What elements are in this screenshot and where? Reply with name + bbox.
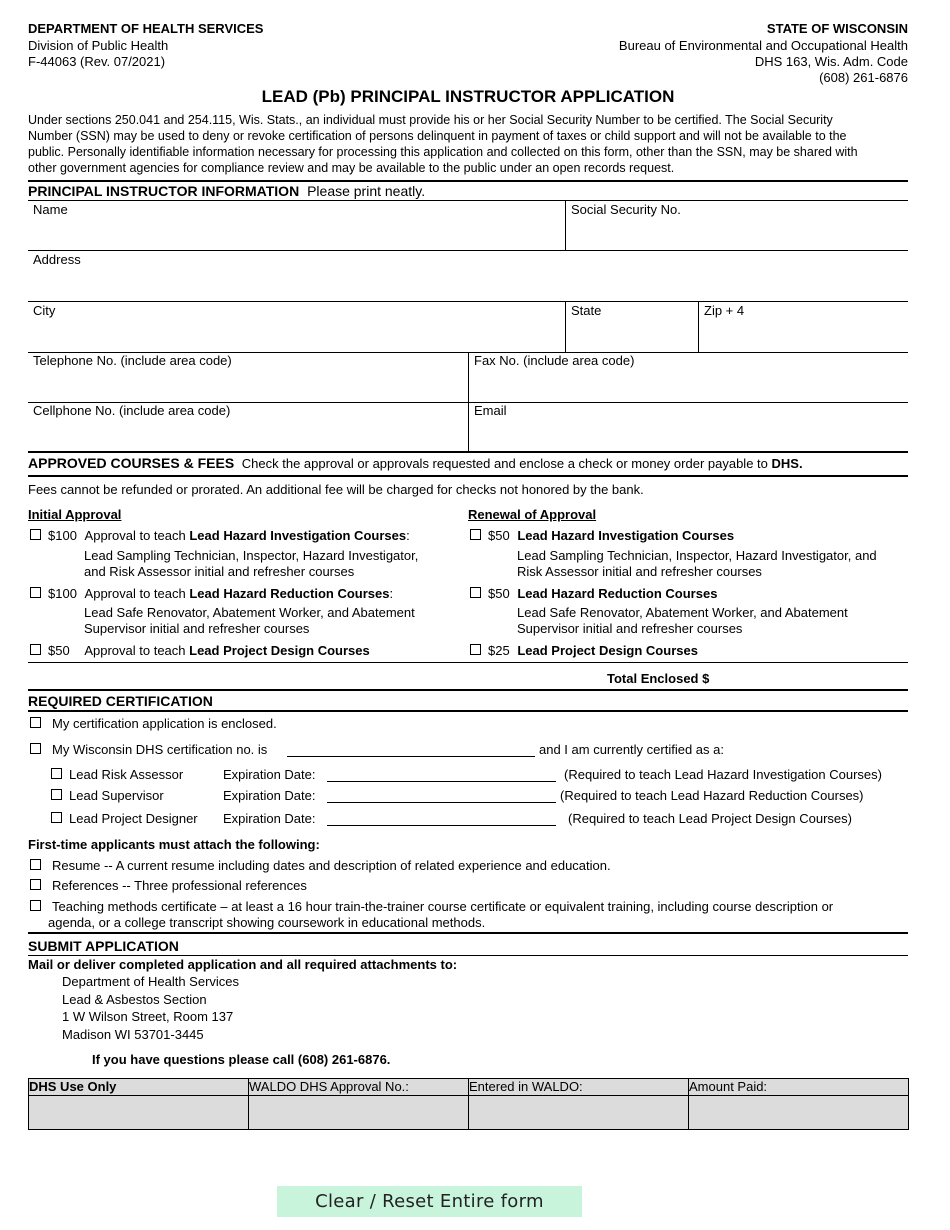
fax-field[interactable] [469,369,908,401]
project-designer-requirement: (Required to teach Lead Project Design Courses) [568,811,852,826]
zip-field[interactable] [699,319,908,351]
teaching-certificate-label-cont: agenda, or a college transcript showing coursework in educational methods. [48,915,486,930]
risk-assessor-checkbox[interactable] [51,768,62,779]
department-name: DEPARTMENT OF HEALTH SERVICES [28,21,264,36]
renewal-reduction-option [488,586,717,601]
questions-contact: If you have questions please call (608) 261-6876. [92,1052,391,1067]
address-line: 1 W Wilson Street, Room 137 [62,1009,234,1024]
section-title: PRINCIPAL INSTRUCTOR INFORMATION [28,183,300,199]
expiration-label: Expiration Date: [223,767,316,782]
instructor-section-header [28,183,425,199]
field-divider [28,301,908,302]
project-designer-label: Lead Project Designer [69,811,198,826]
cert-enclosed-checkbox[interactable] [30,717,41,728]
option-suffix: : [406,528,410,543]
risk-assessor-label: Lead Risk Assessor [69,767,184,782]
amount-paid-label: Amount Paid: [689,1079,768,1094]
division-name: Division of Public Health [28,38,169,53]
description-line: Supervisor initial and refresher courses [84,621,310,636]
address-line: Madison WI 53701-3445 [62,1026,204,1042]
cert-number-field[interactable] [287,756,535,757]
fax-label: Fax No. (include area code) [474,353,635,368]
telephone-field[interactable] [28,369,468,401]
supervisor-checkbox[interactable] [51,789,62,800]
teaching-certificate-checkbox[interactable] [30,900,41,911]
initial-reduction-checkbox[interactable] [30,587,41,598]
course-name: Lead Hazard Reduction Courses [517,586,718,601]
state-name: STATE OF WISCONSIN [766,21,908,36]
fee-amount: $100 [48,586,77,601]
renewal-investigation-checkbox[interactable] [470,529,481,540]
email-label: Email [474,403,507,418]
header-phone: (608) 261-6876 [819,70,908,85]
initial-design-option [48,643,370,658]
certification-section-title: REQUIRED CERTIFICATION [28,693,213,709]
course-name: Lead Hazard Reduction Courses [189,586,390,601]
description-line: Lead Sampling Technician, Inspector, Hazard Investigator, and [517,548,877,563]
section-divider [28,710,908,712]
section-title: APPROVED COURSES & FEES [28,455,235,471]
currently-certified-label: and I am currently certified as a: [539,742,724,757]
initial-approval-heading: Initial Approval [28,507,122,522]
resume-checkbox[interactable] [30,859,41,870]
total-enclosed-label: Total Enclosed $ [607,671,710,686]
cert-number-checkbox[interactable] [30,743,41,754]
fee-note: Fees cannot be refunded or prorated. An additional fee will be charged for checks not honored by the bank. [28,482,644,497]
privacy-line: other government agencies for compliance review and may be available to the public under an open records request. [28,161,675,175]
total-enclosed-field[interactable] [724,668,908,688]
ssn-label: Social Security No. [571,202,681,217]
name-field[interactable] [28,218,565,250]
initial-reduction-option [48,586,393,601]
renewal-design-option [488,643,698,658]
ssn-field[interactable] [566,218,908,250]
course-name: Lead Hazard Investigation Courses [189,528,407,543]
bureau-name: Bureau of Environmental and Occupational Health [618,38,908,53]
risk-assessor-requirement: (Required to teach Lead Hazard Investigation Courses) [564,767,882,782]
field-divider [28,662,908,663]
dhs-use-only-label: DHS Use Only [29,1079,117,1094]
section-divider [28,180,908,182]
name-label: Name [33,202,68,217]
initial-investigation-checkbox[interactable] [30,529,41,540]
option-prefix: Approval to teach [84,586,186,601]
resume-label: Resume -- A current resume including dates and description of related experience and education. [52,858,611,873]
project-designer-checkbox[interactable] [51,812,62,823]
payee: DHS. [771,456,803,471]
field-divider [28,250,908,251]
address-label: Address [33,252,81,267]
option-prefix: Approval to teach [84,528,186,543]
privacy-line: public. Personally identifiable information necessary for processing this application and collected on this form, other than the SSN, may be shared with [28,145,858,159]
renewal-investigation-option [488,528,734,543]
initial-reduction-description [84,605,415,637]
renewal-approval-heading: Renewal of Approval [468,507,597,522]
entered-waldo-label: Entered in WALDO: [469,1079,583,1094]
supervisor-requirement: (Required to teach Lead Hazard Reduction Courses) [560,788,864,803]
fee-amount: $50 [48,643,70,658]
clear-reset-button[interactable]: Clear / Reset Entire form [277,1186,582,1217]
description-line: Lead Safe Renovator, Abatement Worker, and Abatement [84,605,415,620]
description-line: Lead Sampling Technician, Inspector, Hazard Investigator, [84,548,419,563]
form-title: LEAD (Pb) PRINCIPAL INSTRUCTOR APPLICATION [261,87,675,106]
fee-amount: $25 [488,643,510,658]
state-label: State [571,303,602,318]
description-line: Risk Assessor initial and refresher courses [517,564,762,579]
risk-assessor-expiration-field[interactable] [327,781,556,782]
description-line: Supervisor initial and refresher courses [517,621,743,636]
expiration-label: Expiration Date: [223,811,316,826]
supervisor-label: Lead Supervisor [69,788,164,803]
mail-heading: Mail or deliver completed application and all required attachments to: [28,957,458,972]
project-designer-expiration-field[interactable] [327,825,556,826]
cellphone-label: Cellphone No. (include area code) [33,403,231,418]
renewal-reduction-description [517,605,848,637]
section-note: Check the approval or approvals requested and enclose a check or money order payable to [241,456,768,471]
references-label: References -- Three professional references [52,878,307,893]
privacy-notice [28,112,918,176]
section-divider [28,475,908,477]
city-field[interactable] [28,319,565,351]
description-line: Lead Safe Renovator, Abatement Worker, and Abatement [517,605,848,620]
address-line: Department of Health Services [62,974,240,989]
telephone-label: Telephone No. (include area code) [33,353,232,368]
field-divider [28,955,908,956]
section-divider [28,451,908,453]
course-name: Lead Project Design Courses [517,643,698,658]
references-checkbox[interactable] [30,879,41,890]
privacy-line: Number (SSN) may be used to deny or revoke certification of persons delinquent in payment of taxes or child support and will not be available to the [28,129,847,143]
fee-amount: $50 [488,528,510,543]
initial-investigation-description [84,548,418,580]
address-field[interactable] [28,268,908,300]
submit-section-title: SUBMIT APPLICATION [28,938,179,954]
renewal-design-checkbox[interactable] [470,644,481,655]
zip-label: Zip + 4 [704,303,745,318]
state-field[interactable] [566,319,698,351]
courses-section-header [28,455,803,471]
initial-investigation-option [48,528,410,543]
city-label: City [33,303,56,318]
section-divider [28,932,908,934]
description-line: and Risk Assessor initial and refresher courses [84,564,355,579]
option-suffix: : [389,586,394,601]
form-number: F-44063 (Rev. 07/2021) [28,54,166,69]
mailing-address [62,973,239,1043]
initial-design-checkbox[interactable] [30,644,41,655]
cert-enclosed-label: My certification application is enclosed. [52,716,277,731]
teaching-certificate-label: Teaching methods certificate – at least a 16 hour train-the-trainer course certificate or equivalent training, including course description or [52,899,834,914]
field-divider [28,200,908,201]
renewal-reduction-checkbox[interactable] [470,587,481,598]
section-divider [28,689,908,691]
fee-amount: $50 [488,586,510,601]
first-time-heading: First-time applicants must attach the following: [28,837,320,852]
privacy-line: Under sections 250.041 and 254.115, Wis. Stats., an individual must provide his or her Social Security Number to be certified. The Social Security [28,113,833,127]
waldo-approval-label: WALDO DHS Approval No.: [249,1079,409,1094]
supervisor-expiration-field[interactable] [327,802,556,803]
section-note: Please print neatly. [307,183,426,199]
fee-amount: $100 [48,528,77,543]
course-name: Lead Project Design Courses [189,643,370,658]
course-name: Lead Hazard Investigation Courses [517,528,735,543]
email-field[interactable] [469,419,908,451]
renewal-investigation-description [517,548,877,580]
expiration-label: Expiration Date: [223,788,316,803]
cellphone-field[interactable] [28,419,468,451]
option-prefix: Approval to teach [84,643,186,658]
address-line: Lead & Asbestos Section [62,991,207,1007]
admin-code: DHS 163, Wis. Adm. Code [754,54,908,69]
cert-number-label: My Wisconsin DHS certification no. is [52,742,268,757]
